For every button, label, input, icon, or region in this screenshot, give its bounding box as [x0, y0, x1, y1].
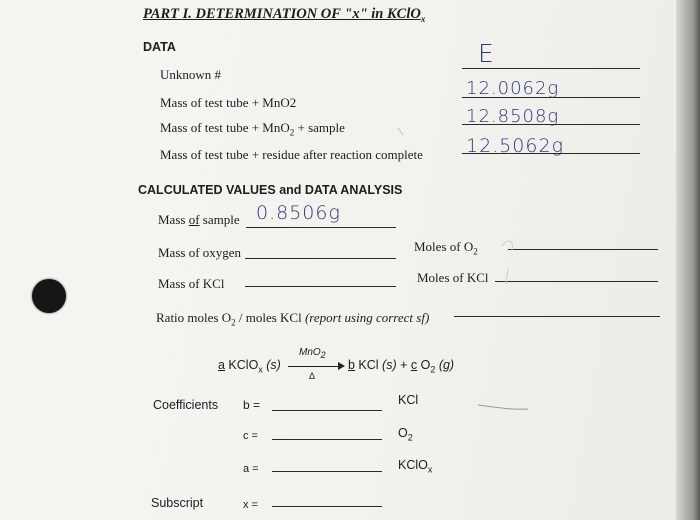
label-ratio: Ratio moles $O_2$ / moles KCl (report using correct sf) — [156, 310, 430, 328]
label-species-o2: $O_2$ — [398, 426, 413, 443]
pencil-stroke-mark — [478, 405, 528, 409]
page-title: PART I. DETERMINATION OF "x" in KClO$_x$ — [143, 6, 426, 24]
equation-catalyst: MnO$_2$ — [299, 347, 326, 360]
label-coef-a: a = — [243, 463, 259, 475]
label-coefficients: Coefficients — [153, 398, 219, 412]
heat-symbol: Δ — [309, 371, 316, 381]
value-mass-tube-mno2-sample: 12.8508g — [466, 106, 560, 127]
faint-erased-mark — [502, 241, 512, 250]
label-species-kcl: KCl — [398, 393, 419, 407]
equation-reactant: a KClO$_x$ (s) — [218, 358, 281, 375]
label-mass-tube-mno2: Mass of test tube + MnO2 — [160, 95, 297, 110]
label-subscript: Subscript — [151, 496, 204, 510]
label-moles-o2: Moles of $O_2$ — [414, 239, 478, 257]
label-unknown: Unknown # — [160, 67, 222, 82]
calc-heading: CALCULATED VALUES and DATA ANALYSIS — [138, 183, 403, 197]
label-mass-kcl: Mass of KCl — [158, 276, 225, 291]
equation-products: b KCl (s) + c $O_2$ (g) — [348, 358, 455, 375]
label-mass-tube-residue: Mass of test tube + residue after reaction complete — [160, 147, 423, 162]
label-mass-tube-mno2-sample: Mass of test tube + MnO$_2$ + sample — [160, 120, 345, 138]
label-species-kclo: KClO$_x$ — [398, 458, 433, 475]
label-mass-sample: Mass of sample — [158, 212, 240, 227]
label-mass-oxygen: Mass of oxygen — [158, 245, 242, 260]
label-coef-c: c = — [243, 430, 258, 442]
label-coef-b: b = — [243, 398, 261, 412]
value-mass-tube-residue: 12.5062g — [466, 135, 564, 157]
label-subscript-x: x = — [243, 499, 258, 511]
pencil-tick-mark — [398, 128, 403, 135]
data-heading: DATA — [143, 40, 176, 54]
value-mass-tube-mno2: 12.0062g — [466, 78, 560, 99]
value-mass-sample: 0.8506g — [256, 202, 341, 224]
faint-erased-mark-2 — [506, 268, 508, 284]
label-moles-kcl: Moles of KCl — [417, 270, 489, 285]
value-unknown: E — [478, 39, 495, 68]
